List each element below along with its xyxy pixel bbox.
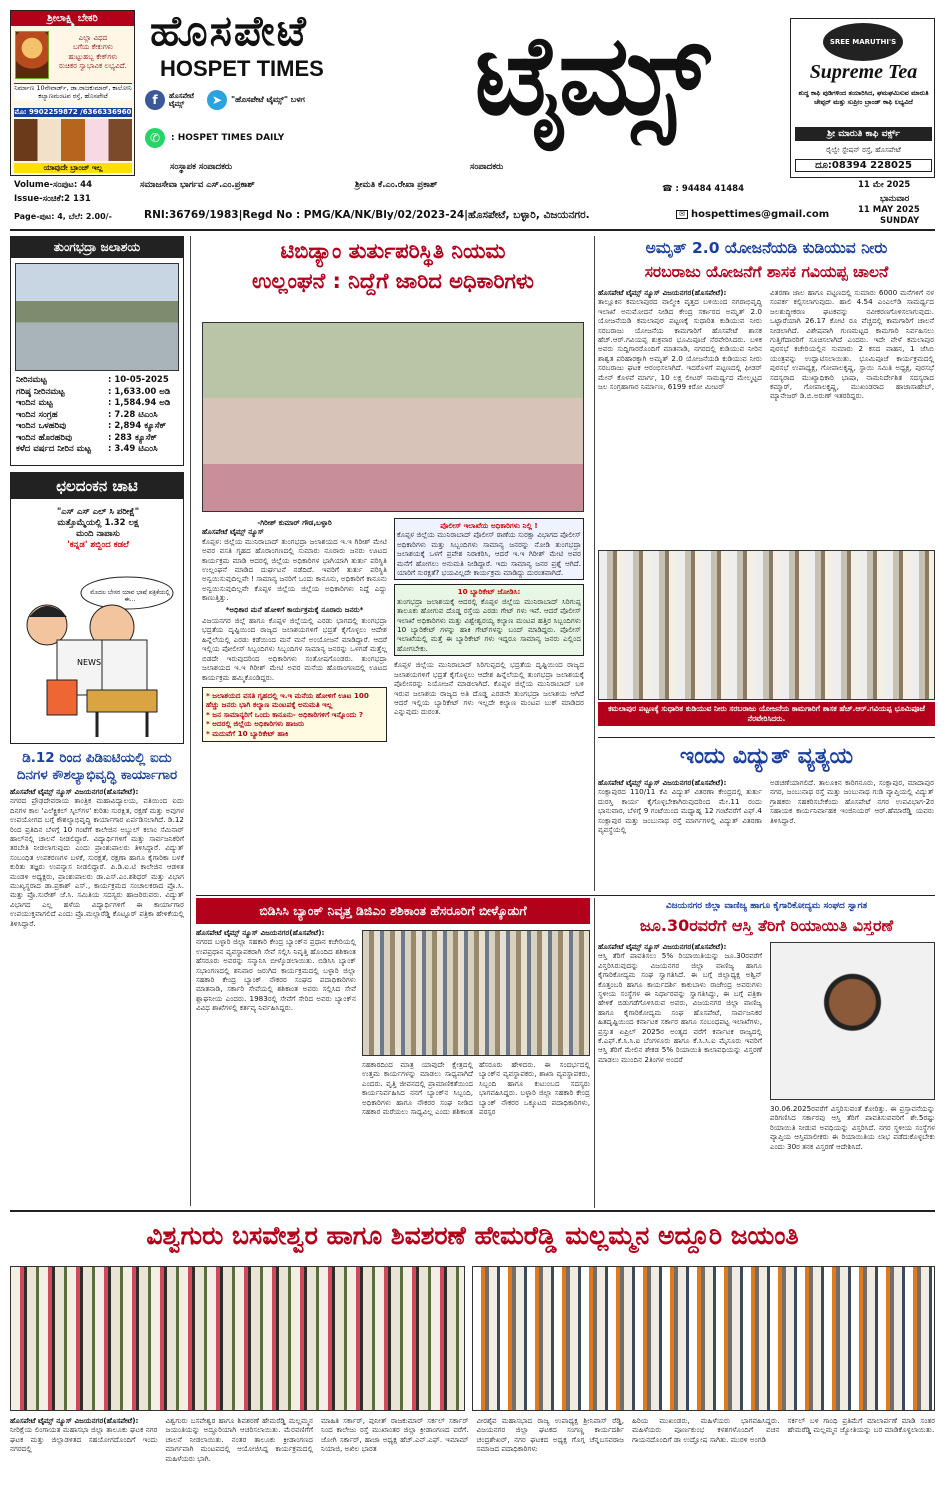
- title-kannada-times: ಟೈಮ್ಸ್: [474, 11, 706, 139]
- story-basava-col-text: ಸರ್ಕಲ್ ಬಳಿ ಗಾಂಧಿ ಪ್ರತಿಮೆಗೆ ಮಾಲಾರ್ಪಣೆ ಮಾಡಿ ಸಂತರ ಹೇಮರೆಡ್ಡಿ ಮಲ್ಲಮ್ಮನ ಜ್ಯೋತಿಯನ್ನು ಬರ ಮಾಡಿಕೊಳ್ಳಲಾಯಿತು.: [787, 1416, 935, 1435]
- tea-address: ರೈಲ್ವೇ ಸ್ಟೇಷನ್ ರಸ್ತೆ, ಹೊಸಪೇಟೆ: [826, 145, 901, 154]
- dam-stat-row: [16, 444, 180, 456]
- story-tax-col1: ಆಸ್ತಿ ತೆರಿಗೆ ಪಾವತಿಸಲು 5% ರಿಯಾಯಿತಿಯನ್ನು ಜೂ.30ರವರೆಗೆ ವಿಸ್ತರಿಸಿರುವುದನ್ನು ವಿಜಯನಗರ ಜಿಲ್ಲಾ ವಾಣಿಜ್ಯ ಹಾಗೂ ಕೈಗಾರಿಕೋದ್ಯಮ ಸಂಘ ಸ್ವಾಗತಿಸಿದೆ. ಈ ಬಗ್ಗೆ ಜಿಲ್ಲಾಧ್ಯಕ್ಷ ಅಶ್ವಿನ್ ಕೊತ್ತಂಬರಿ ಹಾಗೂ ಕಾರ್ಯದರ್ಶಿ ಕಾಕುಬಾಳು ರಾಜೇಂದ್ರ ಅವರುಗಳು ಸ್ಥಳೀಯ ಸಂಸ್ಥೆಗಳ ಈ ನಿರ್ಧಾರವನ್ನು ಸ್ವಾಗತಿಸಿದ್ದು, ಈ ಬಗ್ಗೆ ಪತ್ರಿಕಾ ಹೇಳಿಕೆ ಬಿಡುಗಡೆಗೊಳಿಸಿರುವ ಅವರು, ವಿಜಯನಗರ ಜಿಲ್ಲಾ ವಾಣಿಜ್ಯ ಹಾಗೂ ಕೈಗಾರಿಕೋದ್ಯಮ ಸಂಘ ಹೊಸಪೇಟೆ, ಸಾರ್ವಜನಿಕರ ಹಿತದೃಷ್ಟಿಯಿಂದ ಕರ್ನಾಟಕ ಸರ್ಕಾರ ಹಾಗೂ ಸಂಬಂಧಪಟ್ಟ ಇಲಾಖೆಗಳು, ಪ್ರಸ್ತುತ ಏಪ್ರಿಲ್ 2025ರ ಅಂತ್ಯದ ವರೆಗೆ ಕರ್ನಾಟಕ ರಾಜ್ಯದಲ್ಲಿ ಕೆ.ಎಫ್.ಕೆ.ಸಿ.ಸಿ.ಐ ಬೆಂಗಳೂರು ಹಾಗೂ ಕೆ.ಸಿ.ಸಿ.ಐ ಮೈಸೂರು ಇವರಿಗೆ ಆಸ್ತಿ ತೆರಿಗೆ ಮೇಲಿನ ಶೇಕಡ 5% ರಿಯಾಯಿತಿ ಕಾಲಾವಧಿಯನ್ನು ವಿಸ್ತರಣೆ ಮಾಡಲು ಮುಂದಿನ 2ತಿಂಗಳ ಅಂದರೆ: [598, 951, 762, 1064]
- story-basava-col-text: ವೀರಶೈವ ಮಹಾಸಭಾದ ರಾಜ್ಯ ಉಪಾಧ್ಯಕ್ಷ ಶ್ರೀನಿವಾಸ್ ರೆಡ್ಡಿ, ವಿಜಯನಗರ ಜಿಲ್ಲಾ ಘಟಕದ ಸಂಗಣ್ಣ ಕಾರ್ಯದರ್ಶಿ ಚಂದ್ರಶೇಖರ್, ನಗರ ಘಟಕದ ಅಧ್ಯಕ್ಷ ಗೊಗ್ಗ ಚೆನ್ನಬಸವರಾಜ ಸಮಾಜದ ಪದಾಧಿಕಾರಿಗಳು: [476, 1416, 624, 1454]
- bakery-line3: ಹುಟ್ಟುಹಬ್ಬ ಕೇಕ್‌ಗಳು: [68, 51, 118, 61]
- dam-stat-label: ಇಂದಿನ ಒಳಹರಿವು: [16, 421, 67, 431]
- story-tbdam: [196, 236, 590, 891]
- cartoon-bubble: ಮೊದಲ ಬೇಸರ ಯಾವ ಭಾಷೆ ಪತ್ರಿಕೆಯಲ್ಲಿ ಈ...: [90, 589, 170, 603]
- story-tax-dateline: ಹೊಸಪೇಟೆ ಟೈಮ್ಸ್ ನ್ಯೂಸ್ ವಿಜಯನಗರ(ಹೊಸಪೇಟೆ):: [598, 942, 727, 951]
- story-bdcc-dateline: ಹೊಸಪೇಟೆ ಟೈಮ್ಸ್ ನ್ಯೂಸ್ ವಿಜಯನಗರ(ಹೊಸಪೇಟೆ):: [196, 928, 325, 937]
- bottom-divider: [10, 1210, 935, 1212]
- story-basava-photo-2: [472, 1266, 935, 1411]
- story-tax-headline: ಜೂ.30ರವರೆಗೆ ಆಸ್ತಿ ತೆರಿಗೆ ರಿಯಾಯಿತಿ ವಿಸ್ತರಣೆ: [639, 916, 894, 935]
- story-basava-col-text: ನೀರಿಕ್ಷೆಯ ಲಿಂಗಾಯತ ಮಹಾಸಭಾ ಜಿಲ್ಲಾ ತಾಲೂಕು ಘಟಕ ನಗರ ಘಟಕ ಮತ್ತು ಜಿಲ್ಲಾಡಳಿತದ ಸಹಯೋಗದೊಂದಿಗೆ ಇಂದು ನಗರದಲ್ಲಿ: [10, 1425, 158, 1454]
- day-english: SUNDAY: [880, 216, 920, 226]
- story-amrut: [598, 236, 935, 736]
- story-basava-column: [321, 1416, 469, 1463]
- dam-stat-row: [16, 433, 180, 445]
- story-amrut-col1: ತಾಲ್ಲೂಕಿನ ಕಮಲಾಪುರದ ವಾಲ್ಮೀಕಿ ವೃತ್ತದ ಬಳಿಯಿಂದ ನಗರಾಭಿವೃದ್ಧಿ ಇಲಾಖೆ ಅನುಮೋದನೆ ನೀಡಿದ ಕೇಂದ್ರ ಸರ್ಕಾರದ ಅಮೃತ್ 2.0 ಯೋಜನೆಯಡಿ ಕಮಲಾಪುರ ಪಟ್ಟಣಕ್ಕೆ ಸುಧಾರಿತ ಕುಡಿಯುವ ನೀರು ಸರಬರಾಜು ಯೋಜನೆಯ ಕಾಮಗಾರಿಗೆ ಹೊಸಪೇಟೆ ಶಾಸಕ ಹೆಚ್.ಆರ್.ಗವಿಯಪ್ಪ ಶುಕ್ರವಾರ ಭೂಮಿಪೂಜೆ ನೆರವೇರಿಸಿದರು. ಬಳಿಕ ಅವರು ಸುದ್ದಿಗಾರರೊಂದಿಗೆ ಮಾತನಾಡಿ, ನಗರದಲ್ಲಿ ಕುಡಿಯುವ ನೀರಿನ ಶಾಶ್ವತ ಪರಿಹಾರಕ್ಕಾಗಿ ಅಮೃತ್ 2.0 ಯೋಜನೆಯಡಿ ಕುಡಿಯುವ ನೀರು ಸರಬರಾಜು ಘಟಕ ಆರಂಭಿಸಲಾಗಿದೆ. ಇದರೊಳಗೆ ಪಟ್ಟಣದಲ್ಲಿ ಫೀಡರ್ ಮೇನ್ ಕೊಳವೆ ಮಾರ್ಗ, 10 ಲಕ್ಷ ಲೀಟರ್ ಸಾಮರ್ಥ್ಯದ ಮೇಲ್ಮಟ್ಟದ ಜಲ ಸಂಗ್ರಹಾಗಾರ ನಿರ್ಮಾಣ, 6199 ಕಿರೋ ಮೀಟರ್: [598, 297, 762, 392]
- dam-stat-label: ಗರಿಷ್ಠ ನೀರಿನಮಟ್ಟ: [16, 386, 65, 397]
- story-tbdam-col1: ಕೊಪ್ಪಳ: ಜಿಲ್ಲೆಯ ಮುನಿರಾಬಾದ್ ತುಂಗಭದ್ರಾ ಜಲಾಶಯದ ಇ.ಇ ಗಿರೀಶ್ ಮೇಟಿ ಅವರ ವಸತಿ ಗೃಹದ ಹೊರಾಂಗಣದಲ್ಲಿ ಸುಮಾರು ನೂರಾರು ಜನರು ಊಟದ ಕಾರ್ಯಕ್ರಮ ಮಾಡಿ ಆದರಲ್ಲಿ ಜಿಲ್ಲೆಯ ಅಧಿಕಾರಿಗಳ ಭಾಗಿಯಾಗಿ ತುರ್ತು ಪರಿಸ್ಥಿತಿ ಉಲ್ಲಂಘನೆ ಮಾಡಿದ ದುರ್ಘಟನೆ ನಡೆದಿದೆ. ಇವರಿಗೆ ತುರ್ತು ಪರಿಸ್ಥಿತಿ ಅನ್ವಯಿಸುವುದಿಲ್ಲವೇ ! ಸಾಮಾನ್ಯ ಜನರಿಗೆ ಒಂದು ಕಾನೂನು, ಅಧಿಕಾರಿಗೆ ಕಾನೂನು ಅನ್ವಯಿಸುವುದಿಲ್ಲವೇ ಕೊಪ್ಪಳ ಜಿಲ್ಲೆಯ ಜಿಲ್ಲೆಯ ಅಧಿಕಾರಿಗಳು ನಿದ್ದೆ ಎದ್ದು ಕಾಣುತ್ತಿತ್ತು.: [202, 536, 387, 603]
- story-amrut-dateline: ಹೊಸಪೇಟೆ ಟೈಮ್ಸ್ ನ್ಯೂಸ್ ವಿಜಯನಗರ(ಹೊಸಪೇಟೆ):: [598, 288, 727, 297]
- story-basava-headline: ವಿಶ್ವಗುರು ಬಸವೇಶ್ವರ ಹಾಗೂ ಶಿವಶರಣೆ ಹೇಮರೆಡ್ಡಿ ಮಲ್ಲಮ್ಮನ ಅದ್ದೂರಿ ಜಯಂತಿ: [146, 1221, 799, 1250]
- email[interactable]: hospettimes@gmail.com: [691, 209, 830, 220]
- amrut-divider: [598, 737, 935, 738]
- bakery-footer: ಯಾವುದೇ ಬ್ರಾಂಚ್ ಇಲ್ಲ: [14, 163, 132, 173]
- dam-title: ತುಂಗಭದ್ರಾ ಜಲಾಶಯ: [11, 237, 183, 258]
- story-bdcc: [196, 898, 590, 1208]
- cartoon-caption-4: 'ಕನ್ನಡ' ಶಬ್ದಿಂದ ಕಡಲೆ: [67, 540, 129, 550]
- dam-stat-row: [16, 398, 180, 410]
- dam-stat-value: : 2,894 ಕ್ಯೂಸೆಕ್: [108, 421, 167, 431]
- bakery-line4: ರುಚಿಕರ ಸ್ವಾಭಾವಿಕ ಲಭ್ಯವಿದೆ.: [59, 61, 127, 71]
- story-basava: [10, 1214, 935, 1499]
- story-basava-photo-1: [10, 1266, 465, 1411]
- bakery-ad-title: ಶ್ರೀಲಾಕ್ಷ್ಮಿ ಬೇಕರಿ: [11, 11, 134, 26]
- bakery-cakes-image: [14, 119, 132, 161]
- cartoon-caption-3: ಮಂದಿ ನಾಪಾಸು: [76, 529, 120, 539]
- founder-name: ಸಮಾಜಸೇವಾ ಭಾರ್ಗವ ಎಸ್.ಎಂ.ಪ್ರಕಾಶ್: [140, 180, 255, 190]
- story-bdcc-col2: ಸಹಕಾರದಿಂದ ಮಾತ್ರ ಯಾವುದೇ ಕ್ಷೇತ್ರದಲ್ಲಿ ಉತ್ತಮ ಕಾರ್ಯಗಳನ್ನು ಮಾಡಲು ಸಾಧ್ಯವಾಗಿದೆ ಎಂದರು. ವೃತ್ತಿ ಜೀವನದಲ್ಲಿ ಪ್ರಾಮಾಣಿಕತೆಯಿಂದ ಕಾರ್ಯನಿರ್ವಹಿಸಿದ ನನಗೆ ಬ್ಯಾಂಕ್‌ನ ಸಿಬ್ಬಂದಿ, ಅಧಿಕಾರಿಗಳು ಹಾಗೂ ನೌಕರರ ಸಂಘ ನೀಡಿದ ಸಹಕಾರ ಮರೆಯಲು ಸಾಧ್ಯವಿಲ್ಲ ಎಂದು ಶಶಿಕಾಂತ ಹೆಸರೂರು ಹೇಳಿದರು. ಈ ಸಂದರ್ಭದಲ್ಲಿ ಬ್ಯಾಂಕ್‌ನ ವ್ಯವಸ್ಥಾಪಕರು, ಶಾಖಾ ವ್ಯವಸ್ಥಾಪಕರು, ಸಿಬ್ಬಂದಿ ಹಾಗೂ ಕುಟುಂಬದ ಸದಸ್ಯರು ಭಾಗವಹಿಸಿದ್ದರು. ಬಳ್ಳಾರಿ ಜಿಲ್ಲಾ ಸಹಕಾರಿ ಕೇಂದ್ರ ಬ್ಯಾಂಕ್ ನೌಕರರ ಒಕ್ಕೂಟದ ಪದಾಧಿಕಾರಿಗಳು, ಪರಸ್ಪರ: [362, 1060, 590, 1117]
- story-tbdam-headline-1: ಟಿಬಿಡ್ಯಾಂ ತುರ್ತುಪರಿಸ್ಥಿತಿ ನಿಯಮ: [280, 239, 506, 263]
- telegram-icon[interactable]: ➤: [207, 90, 227, 110]
- story-basava-text: [10, 1416, 935, 1463]
- cartoon-box: [10, 472, 184, 744]
- masthead: [0, 0, 945, 230]
- story-amrut-photo: [598, 550, 935, 700]
- story-pdit-dateline: ಹೊಸಪೇಟೆ ಟೈಮ್ಸ್ ನ್ಯೂಸ್ ವಿಜಯನಗರ(ಹೊಸಪೇಟೆ):: [10, 787, 139, 796]
- story-amrut-caption: ಕಮಲಾಪುರ ಪಟ್ಟಣಕ್ಕೆ ಸುಧಾರಿತ ಕುಡಿಯುವ ನೀರು ಸರಬರಾಜು ಯೋಜನೆಯ ಕಾಮಗಾರಿಗೆ ಶಾಸಕ ಹೆಚ್.ಆರ್.ಗವಿಯಪ್ಪ ಭೂಮಿಪೂಜೆ ನೆರವೇರಿಸಿದರು.: [598, 702, 935, 726]
- story-tbdam-bullet: * ಮದುವೆಗೆ 10 ಬ್ಯಾರಿಕೇಟ್ ಹಾಕಿ: [206, 728, 289, 738]
- dam-stat-row: [16, 375, 180, 387]
- regd-line: RNI:36769/1983|Regd No : PMG/KA/NK/Bly/02/2023-24|ಹೊಸಪೇಟೆ, ಬಳ್ಳಾರಿ, ವಿಜಯನಗರ.: [144, 209, 590, 221]
- col-divider-left: [190, 236, 191, 1206]
- story-bdcc-headline: ಬಿಡಿಸಿಸಿ ಬ್ಯಾಂಕ್ ನಿವೃತ್ತ ಡಿಜಿಎಂ ಶಶಿಕಾಂತ ಹೆಸರೂರಿಗೆ ಬೀಳ್ಕೊಡುಗೆ: [196, 898, 590, 924]
- story-tbdam-box-police-title: ಪೊಲೀಸ್ ಇಲಾಖೆಯ ಅಧಿಕಾರಿಗಳು ನಿಲ್ಲಿ !: [440, 521, 538, 530]
- cartoon-caption-2: ಮತ್ತೊಮ್ಮೆಯಲ್ಲಿ 1.32 ಲಕ್ಷ: [57, 518, 139, 528]
- story-tbdam-col1b: ವಿಜಯನಗರ ಜಿಲ್ಲೆ ಹಾಗೂ ಕೊಪ್ಪಳ ಜಿಲ್ಲೆಯಲ್ಲಿ ಎರಡು ಭಾಗದಲ್ಲಿ ತುಂಗಭದ್ರಾ ಭದ್ರತೆಯ ದೃಷ್ಟಿಯಿಂದ ರಾಜ್ಯದ ಜಲಾಶಯಗಳಿಗೆ ಭದ್ರತೆ ಕೈಗೊಳ್ಳಲು ಆದೇಶ ಹಿನ್ನೆಲೆಯಲ್ಲಿ ಎರಡು ಕಡೆಯಿಂದ ಮನೆ ಮನೆ ಅಂಯೋಜನೆ ಮಾಡಿದ್ದಾರೆ. ಆದರೆ ಇಲ್ಲಿಯ ಪೋಲೀಸ್ ಸಿಬ್ಬಂದಿಗಳು ಸಿಬ್ಬಂದಿಗಳ ಸಾಮಾನ್ಯ ಜನರನ್ನು ಒಳಗಡೆ ಮತ್ತೆಲ್ಲ ಬಿಡದೇ ಇರುವುದರಿಂದ ಅಧಿಕಾರಿಗಳು ಸಂತೋಷಗೊಂಡರು. ತುಂಗಭದ್ರಾ ಜಲಾಶಯದ ಇ.ಇ ಗಿರೀಶ್ ಮೇಟಿ ಅವರ ಮನೆಯ ಹೊರಾಂಗಣದಲ್ಲಿ ಊಟದ ಕಾರ್ಯಕ್ರಮ ಹಮ್ಮಿಕೊಂಡಿದ್ದರು.: [202, 616, 387, 682]
- story-pdit-headline: ಡಿ.12 ರಿಂದ ಪಿಡಿಐಟಿಯಲ್ಲಿ ಐದು ದಿನಗಳ ಕೌಶಲ್ಯಾಭಿವೃದ್ಧಿ ಕಾರ್ಯಾಗಾರ: [16, 750, 178, 783]
- story-pdit: [10, 750, 184, 1210]
- dam-stat-row: [16, 421, 180, 433]
- story-tbdam-headline-2: ಉಲ್ಲಂಘನೆ : ನಿದ್ದೆಗೆ ಜಾರಿದ ಅಧಿಕಾರಿಗಳು: [252, 269, 534, 293]
- bakery-address: ನಿರ್ಮಾಣ 10ನೇವಾರ್ಡ್, ಡಾ.ರಾಜಕುಮಾರ್, ಕಾಲೋನಿ ಕಲ್ಯಾಣಮಂಟಪ ರಸ್ತೆ, ಹೊಸಪೇಟೆ: [14, 84, 132, 100]
- power-divider: [196, 895, 935, 896]
- editor-role: ಸಂಪಾದಕರು: [470, 162, 504, 172]
- date-kannada: 11 ಮೇ 2025: [858, 180, 911, 190]
- story-pdit-text: ನಗರದ ಪ್ರೌಢದೇವರಾಯ ತಾಂತ್ರಿಕ ಮಹಾವಿದ್ಯಾಲಯ, ವತಿಯಿಂದ ಐದು ದಿನಗಳ ಕಾಲ 'ಎಲೆಕ್ಟ್ರಿಕಲ್ ಸ್ಕಿಲ್‌ಗಳ' ಕುರಿತು ಸುರಕ್ಷಿತ, ರಕ್ಷಣೆ ಮತ್ತು ಅವುಗಳ ಉಪಯೋಗದ ಬಗ್ಗೆ ಕೌಶಲ್ಯಾಭಿವೃದ್ಧಿ ಕಾರ್ಯಾಗಾರ ಏರ್ಪಡಿಸಲಾಗಿದೆ. ಡಿ.12 ರಿಂದ ಪ್ರತಿದಿನ ಬೆಳಗ್ಗೆ 10 ಗಂಟೆಗೆ ಕಾಲೇಜಿನ ಅಬ್ದುಲ್ ಕಲಾಂ ಸೆಮಿನಾರ್ ಹಾಲ್‌ನಲ್ಲಿ ಚಾಲನೆ ನೀಡಲಿದ್ದಾರೆ. ವಿದ್ಯಾರ್ಥಿಗಳಿಗೆ ಮತ್ತು ಸಾರ್ವಜನಿಕರಿಗೆ ತರಬೇತಿ ನೀಡಲಾಗುವುದು ಎಂದು ಪ್ರಾಂಶುಪಾಲರು ತಿಳಿಸಿದ್ದಾರೆ. ವಿದ್ಯುತ್ ಸಂಬಂಧಿತ ಉಪಕರಣಗಳ ಬಳಕೆ, ಸುರಕ್ಷತೆ, ರಕ್ಷಣಾ ಹಾಗೂ ಕೈಗಾರಿಕಾ ಬಳಕೆ ಕುರಿತು ತಜ್ಞರು ಉಪನ್ಯಾಸ ನೀಡಲಿದ್ದಾರೆ. ಪಿ.ಡಿ.ಐ.ಟಿ ಕಾಲೇಜಿನ ಆಡಳಿತ ಮಂಡಳಿ ಅಧ್ಯಕ್ಷರು, ಪ್ರಾಂಶುಪಾಲರು ಡಾ.ಎಸ್.ಎಂ.ಶಶಿಧರ್ ಮತ್ತು ವಿಭಾಗ ಮುಖ್ಯಸ್ಥರಾದ ಡಾ.ಪ್ರಕಾಶ್ ಎಸ್., ಕಾರ್ಯಕ್ರಮದ ಸಂಚಾಲಕರಾದ ಪ್ರೊ.ಸಿ. ಮತ್ತು ಪ್ರೊ.ಸುರೇಶ್ ಜೆ.ಸಿ. ಸಮಿತಿಯ ಸದಸ್ಯರು ಹಾಜರಿರುವರು. ವಿದ್ಯುತ್ ವಿಭಾಗದ ಎಲ್ಲ ಹಳೆಯ ವಿದ್ಯಾರ್ಥಿಗಳಿಗೆ ಈ ಕಾರ್ಯಾಗಾರ ಉಪಯುಕ್ತವಾಗಲಿದೆ ಎಂದು ಪ್ರೊ.ಮಲ್ಲಾರೆಡ್ಡಿ ಕೊಟ್ಟೂರ್ ಪತ್ರಿಕಾ ಹೇಳಿಕೆಯಲ್ಲಿ ತಿಳಿಸಿದ್ದಾರೆ.: [10, 796, 184, 928]
- story-basava-col-text: ಹಿರಿಯ ಮುಖಂಡರು, ಮಹಿಳೆಯರು ಭಾಗವಹಿಸಿದ್ದರು. ಮಹಿಳೆಯರು ಪೂರ್ಣಕುಂಭ ಕಳಶಗಳೊಂದಿಗೆ ವಚನ ಗಾಯನದೊಂದಿಗೆ ಡಾ ಉದ್ಘೋಷ ಸಾಗಿತು. ಮುರಳಿ ಅಂಗಡಿ: [632, 1416, 780, 1444]
- dam-stat-row: [16, 387, 180, 399]
- story-tbdam-box-barricade-text: ತುಂಗಭದ್ರಾ ಜಲಾಶಯಕ್ಕೆ ಆದರಲ್ಲಿ ಕೊಪ್ಪಳ ಜಿಲ್ಲೆಯ ಮುನಿರಾಬಾದ್ ಸಿರಿಗುಪ್ಪ ತಾಲೂಕು ಹೋಗುವ ದೊಡ್ಡ ರಸ್ತೆಯ ಎರಡು ಗೇಟ್ ಗಳು ಇವೆ. ಆದರೆ ಪೊಲೀಸ್ ಇಲಾಖೆ ಅಧಿಕಾರಿಗಳು ಮತ್ತು ವಿಶ್ವೇಶ್ವರಯ್ಯ ಕಲ್ಯಾಣ ಮಂಟಪ ಹತ್ತಿರ ಸಿಬ್ಬಂದಿಗಳು 10 ಬ್ಯಾರಿಕೇಟ್ ಗಳನ್ನು ಹಾಕಿ ಗೇಟ್‌ಗಳನ್ನು ಬಂದ್ ಮಾಡಿದ್ದರು. ಪೊಲೀಸ್ ಇಲಾಖೆಯಲ್ಲಿ ಮತ್ತೆ ಈ ಬ್ಯಾರಿಕೇಟ್ ಗಳು ಇದ್ದರೂ ಸಾಮಾನ್ಯ ಜನರು ಎಲ್ಲಿಂದ ಹೋಗಬೇಕು.: [397, 596, 581, 653]
- cartoon-paper-text: NEWS: [77, 658, 102, 667]
- tea-brand: SREE MARUTHI'S: [829, 38, 897, 46]
- dam-stat-value: : 7.28 ಟಿಎಂಸಿ: [108, 409, 158, 420]
- story-basava-column: [632, 1416, 780, 1463]
- bakery-phone: ಮೊ: 9902259872 /6366336960: [14, 108, 132, 116]
- story-tax-col2: 30.06.2025ರವರೆಗೆ ವಿಸ್ತರಿಸುವಂತೆ ಕೋರಿತ್ತು. ಈ ಪ್ರಸ್ತಾವನೆಯನ್ನು ಪರಿಗಣಿಸಿದ ಸರ್ಕಾರವು ಆಸ್ತಿ ತೆರಿಗೆ ಪಾವತಿಸುವವರಿಗೆ ಶೇ.5ರಷ್ಟು ರಿಯಾಯಿತಿ ನೀಡುವ ಅವಧಿಯನ್ನು ವಿಸ್ತರಿಸಿದೆ. ನಗರ ಸ್ಥಳೀಯ ಸಂಸ್ಥೆಗಳ ವ್ಯಾಪ್ತಿಯ ಆಸ್ತಿಮಾಲೀಕರು ಈ ರಿಯಾಯಿತಿಯ ಲಾಭ ಪಡೆದುಕೊಳ್ಳಬೇಕು ಎಂದು 30ರ ತನಕ ವಿಸ್ತರಣೆ ಆದೇಶಿಸಿದೆ.: [770, 1104, 935, 1151]
- cartoon-caption-1: "ಎಸ್ ಎಸ್ ಎಲ್ ಸಿ ಪರೀಕ್ಷೆ": [56, 507, 140, 517]
- mail-icon: ✉: [676, 210, 688, 219]
- story-power-col2: ಅಡಚಣೆಯಾಗಲಿದೆ. ತಾಲೂಕಿನ ಕಾರಿಗನೂರು, ಸಂಕ್ಲಾಪುರ, ಮಾದಾಪುರ ನಗರ, ಜಂಬುನಾಥ ರಸ್ತೆ ಮತ್ತು ಜಂಬುನಾಥ ಗುಡಿ ವ್ಯಾಪ್ತಿಯಲ್ಲಿ ವಿದ್ಯುತ್ ಗ್ರಾಹಕರು ಸಹಕರಿಸಬೇಕೆಂದು ಹೊಸಪೇಟೆ ನಗರ ಉಪವಿಭಾಗ-2ರ ಸಹಾಯಕ ಕಾರ್ಯನಿರ್ವಾಹಕ ಇಂಜಿನಿಯರ್ ಆರ್.ಹೆಮಾರೆಡ್ಡಿ ಯವರು ತಿಳಿಸಿದ್ದಾರೆ.: [770, 778, 934, 825]
- story-basava-dateline: ಹೊಸಪೇಟೆ ಟೈಮ್ಸ್ ನ್ಯೂಸ್ ವಿಜಯನಗರ(ಹೊಸಪೇಟೆ):: [10, 1416, 139, 1425]
- col-divider-center: [594, 236, 595, 891]
- dam-stat-label: ಕಳೆದ ವರ್ಷದ ನೀರಿನ ಮಟ್ಟ: [16, 444, 91, 454]
- dam-stat-value: : 1,584.94 ಅಡಿ: [108, 398, 171, 408]
- story-tbdam-byline: -ಗಿರೀಶ್ ಕುಮಾರ್ ಗೌಡ,ಬಳ್ಳಾರಿ: [257, 518, 332, 527]
- col-divider-bottom: [594, 898, 595, 1208]
- story-tax-portrait: [770, 942, 935, 1100]
- tea-desc: ಶುದ್ಧ ಕಾಫಿ ಪುಡಿಗಳಿಂದ ತಯಾರಿಸಿದ, ಘಮಘಮಿಸುವ ಮಾರುತಿ ಚೇಪ್ಪರ್ ಮತ್ತು ಸುಪ್ರೀಂ ಬ್ರಾಂಡ್ ಕಾಫಿ ಲಭ್ಯವಿದೆ: [798, 89, 929, 106]
- story-bdcc-col1: ನಗರದ ಬಳ್ಳಾರಿ ಜಿಲ್ಲಾ ಸಹಕಾರಿ ಕೇಂದ್ರ ಬ್ಯಾಂಕ್‌ನ ಪ್ರಧಾನ ಕಚೇರಿಯಲ್ಲಿ ಉಪಪ್ರಧಾನ ವ್ಯವಸ್ಥಾಪಕರಾಗಿ ಸೇವೆ ಸಲ್ಲಿಸಿ ನಿವೃತ್ತಿ ಹೊಂದಿದ ಶಶಿಕಾಂತ ಹೆಸರೂರು ಅವರನ್ನು ಸನ್ಮಾನಿಸಿ ಬೀಳ್ಕೊಡಲಾಯಿತು. ಬಿಡಿಸಿಸಿ ಬ್ಯಾಂಕ್ ಸಭಾಂಗಣದಲ್ಲಿ ಶನಿವಾರ ಜರುಗಿದ ಕಾರ್ಯಕ್ರಮದಲ್ಲಿ ಬಳ್ಳಾರಿ ಜಿಲ್ಲಾ ಸಹಕಾರಿ ಕೇಂದ್ರ ಬ್ಯಾಂಕ್ ನೌಕರರ ಸಂಘದ ಪದಾಧಿಕಾರಿಗಳು ಮಾತನಾಡಿ, ಸರ್ಕಾರಿ ಸೇವೆಯಲ್ಲಿ ಶಶಿಕಾಂತ ಅವರು ಸಲ್ಲಿಸಿದ ಸೇವೆ ಶ್ಲಾಘನೀಯ ಎಂದರು. 1983ರಲ್ಲಿ ಸೇವೆಗೆ ಸೇರಿದ ಅವರು ಬ್ಯಾಂಕ್‌ನ ವಿವಿಧ ಶಾಖೆಗಳಲ್ಲಿ ಕರ್ತವ್ಯ ನಿರ್ವಹಿಸಿದ್ದರು.: [196, 937, 356, 1013]
- facebook-label[interactable]: ಹೊಸಪೇಟೆ ಟೈಮ್ಸ್: [169, 92, 194, 108]
- telegram-label[interactable]: "ಹೊಸಪೇಟೆ ಟೈಮ್ಸ್" ಬಳಗ: [231, 95, 305, 104]
- story-amrut-col2: ವಿತರಣಾ ಜಾಲ ಹಾಗೂ ಪಟ್ಟಣದಲ್ಲಿ ಸುಮಾರು 6000 ಮನೆಗಳಿಗೆ ನಳ ಸಂಪರ್ಕ ಕಲ್ಪಿಸಲಾಗುವುದು. ಹಾಲಿ 4.54 ಎಂಎಲ್‌ಡಿ ಸಾಮರ್ಥ್ಯದ ಜಲಶುದ್ಧೀಕರಣ ಘಟಕವನ್ನು ನವೀಕರಣಗೊಳಿಸಲಾಗುವುದು. ಒಟ್ಟಾರೆಯಾಗಿ 26.17 ಕೋಟಿ ರೂ ವೆಚ್ಚದಲ್ಲಿ ಕಾಮಗಾರಿಗೆ ಚಾಲನೆ ನೀಡಲಾಗಿದೆ. ವಿಶೇಷವಾಗಿ ಗುಣಮಟ್ಟದ ಕಾಮಗಾರಿ ನಿರ್ವಹಿಸಲು ಗುತ್ತಿಗೆದಾರರಿಗೆ ಸೂಚಿಸಲಾಗಿದೆ ಎಂದರು. ಇದೇ ವೇಳೆ ಕಮಲಾಪುರ ಪುರಸಭೆ ಕಚೇರಿಯಲ್ಲಿನ ಸುಮಾರು 2 ಕಸದ ವಾಹನ, 1 ಜೆಸಿಬಿ ಯಂತ್ರವನ್ನು ಉದ್ಘಾಟಿಸಲಾಯಿತು. ಭೂಮಿಪೂಜೆ ಕಾರ್ಯಕ್ರಮದಲ್ಲಿ ಪುರಸಭೆ ಉಪಾಧ್ಯಕ್ಷ, ಗೋಪಾಲಕೃಷ್ಣ, ಸ್ಥಾಯಿ ಸಮಿತಿ ಅಧ್ಯಕ್ಷ, ಪುರಸಭೆ ಸದಸ್ಯರಾದ ಮುಖ್ಯಾಧಿಕಾರಿ ಭಾಷಾ, ನಾಮನಿರ್ದೇಶಿತ ಸದಸ್ಯರಾದ ಕಮ್ಮಾರ್, ಗೋಪಾಲಕೃಷ್ಣ, ಮುಖಂಡರಾದ ಹಾಜಾಸಾಹೇಬ್, ಮ್ಯಾನೇಜರ್ ಡಿ.ಬಿ.ಅರುಣ್ ಇತರರಿದ್ದರು.: [770, 288, 934, 401]
- story-basava-column: [10, 1416, 158, 1463]
- date-english: 11 MAY 2025: [858, 205, 920, 215]
- story-tax-kicker: ವಿಜಯನಗರ ಜಿಲ್ಲಾ ವಾಣಿಜ್ಯ ಹಾಗೂ ಕೈಗಾರಿಕೋದ್ಯಮ ಸಂಘದ ಸ್ವಾಗತ: [665, 901, 868, 911]
- story-amrut-headline-2: ಸರಬರಾಜು ಯೋಜನೆಗೆ ಶಾಸಕ ಗವಿಯಪ್ಪ ಚಾಲನೆ: [644, 263, 889, 281]
- cartoon-title: ಛಲದಂಕನ ಚಾಟಿ: [11, 473, 183, 499]
- story-power-headline: ಇಂದು ವಿದ್ಯುತ್ ವ್ಯತ್ಯಯ: [679, 744, 854, 769]
- masthead-divider: [10, 229, 935, 231]
- story-tbdam-bullet: * ಆದರಲ್ಲಿ ಜಿಲ್ಲೆಯ ಅಧಿಕಾರಿಗಳು ಹಾಜರು: [206, 719, 305, 729]
- dam-photo: [15, 263, 179, 371]
- dam-stat-value: : 283 ಕ್ಯೂಸೆಕ್: [108, 432, 157, 443]
- bakery-line2: ಬಗೆಯ ಕೇಕುಗಳು: [73, 42, 113, 52]
- pages-price: Page-ಪುಟ: 4, ಬೆಲೆ: 2.00/-: [14, 212, 112, 221]
- dam-stat-label: ಇಂದಿನ ಸಂಗ್ರಹ: [16, 409, 58, 420]
- tea-ad: [790, 18, 935, 178]
- story-tbdam-bullets: [202, 687, 387, 742]
- story-amrut-headline-1: ಅಮೃತ್ 2.0 ಯೋಜನೆಯಡಿ ಕುಡಿಯುವ ನೀರು: [645, 239, 888, 257]
- story-basava-column: [477, 1416, 625, 1463]
- whatsapp-row: [145, 126, 405, 150]
- tea-logo: [823, 23, 903, 61]
- story-tbdam-box-barricade: [394, 584, 584, 656]
- story-tax: [598, 898, 935, 1208]
- bakery-deity-image: [15, 31, 49, 79]
- dam-stats: [16, 375, 180, 456]
- title-kannada-hospete: ಹೊಸಪೇಟೆ: [150, 6, 308, 55]
- tea-product: Supreme Tea: [809, 61, 918, 83]
- founder-role: ಸಂಸ್ಥಾಪಕ ಸಂಪಾದಕರು: [170, 162, 233, 172]
- story-power: [598, 740, 935, 895]
- bakery-ad: [10, 10, 135, 176]
- editor-name: ಶ್ರೀಮತಿ ಕೆ.ಎಂ.ರೇಖಾ ಪ್ರಕಾಶ್: [355, 180, 438, 190]
- dam-stat-row: [16, 410, 180, 422]
- story-power-col1: ಸಂಕ್ಲಾಪುರದ 110/11 ಕೆವಿ ವಿದ್ಯುತ್ ವಿತರಣಾ ಕೇಂದ್ರದಲ್ಲಿ ತುರ್ತು ದುರಸ್ತಿ ಕಾರ್ಯ ಕೈಗೊಳ್ಳಬೇಕಾಗಿರುವುದರಿಂದ ಮೇ.11 ರಂದು ಭಾನುವಾರ, ಬೆಳಗ್ಗೆ 9 ಗಂಟೆಯಿಂದ ಮಧ್ಯಾಹ್ನ 12 ಗಂಟೆವರೆಗೆ ಎಫ್.4 ಸಂಕ್ಲಾಪುರ ಮತ್ತು ಜಂಬುನಾಥ ರಸ್ತೆ ಮಾರ್ಗಗಳಲ್ಲಿ ವಿದ್ಯುತ್ ವಿತರಣಾ ವ್ಯವಸ್ಥೆಯಲ್ಲಿ: [598, 787, 762, 835]
- title-english: HOSPET TIMES: [160, 56, 324, 81]
- story-tbdam-bullet: * ಜನ ಸಾಮಾನ್ಯರಿಗೆ ಒಂದು ಕಾನೂನು- ಅಧಿಕಾರಿಗಳಿಗೆ ಇನ್ನೊಂದು ?: [206, 709, 364, 719]
- facebook-icon[interactable]: f: [145, 90, 165, 110]
- story-basava-column: [166, 1416, 314, 1463]
- dam-stat-value: : 1,633.00 ಅಡಿ: [108, 386, 171, 397]
- issue: Issue-ಸಂಚಿಕೆ:2 131: [14, 194, 91, 204]
- story-tbdam-dateline: ಹೊಸಪೇಟೆ ಟೈಮ್ಸ್ ನ್ಯೂಸ್: [202, 527, 264, 537]
- story-bdcc-photo: [362, 930, 590, 1056]
- tea-phone: ದೂ:08394 228025: [795, 159, 932, 172]
- dam-stat-label: ಇಂದಿನ ಮಟ್ಟ: [16, 398, 53, 408]
- story-tbdam-col3b: ಕೊಪ್ಪಳ ಜಿಲ್ಲೆಯ ಮುನಿರಾಬಾದ್ ಸಿರಿಗುಪ್ಪದಲ್ಲಿ ಭದ್ರತೆಯ ದೃಷ್ಟಿಯಿಂದ ರಾಜ್ಯದ ಜಲಾಶಯಗಳಿಗೆ ಭದ್ರತೆ ಕೈಗೊಳ್ಳಲು ಆದೇಶ ಹಿನ್ನೆಲೆಯಲ್ಲಿ ತುಂಗಭದ್ರಾ ಜಲಾಶಯಕ್ಕೆ ಪೊಲೀಸರನ್ನು ನಿಯೋಜನೆ ಮಾಡಲಾಗಿದೆ. ಕೊಪ್ಪಳ ಜಿಲ್ಲೆಯ ಮುನಿರಾಬಾದ್ ಬಳಿ ಇರುವ ಜಲಾಶಯ ರಾಜ್ಯದ ಅತಿ ದೊಡ್ಡ ಎರಡನೇ ತುಂಗಭದ್ರಾ ಜಲಾಶಯ ಆಗಿದೆ ಆದರೆ ಇಲ್ಲಿಯ ಬ್ಯಾರಿಕೇಟ್ ಗಳು ಇಲ್ಲದೇ ಕಲ್ಯಾಣ ಮಂಟಪ ಬುಕ್ ಮಾಡಿದರ ಎನ್ನುವುದು ದುರಂತ.: [394, 660, 584, 717]
- story-tbdam-box-police: [394, 518, 584, 580]
- story-tbdam-photo: [202, 322, 584, 512]
- story-basava-col-text: ಮಾಹಿತಿ ಸರ್ಕಾರ್, ಪುನೀತ್ ರಾಜಕುಮಾರ್ ಸರ್ಕಲ್ ಸರ್ಕಾರ್ ನಿಂದ ಕಾಲೇಜು ರಸ್ತೆ ಮುಖಾಂತರ ಜಿಲ್ಲಾ ಕ್ರೀಡಾಂಗಣದ ವರೆಗೆ. ಜೋಗಿ ಸರ್ಕಾರ್, ಹಾಜಾ ಅಧ್ಯಕ್ಷ ಹೆಚ್.ಎನ್.ಎಫ್. ಇಮಾಮ್ ನಿಯಾಜಿ, ಅಖಿಲ ಭಾರತ: [321, 1416, 469, 1454]
- email-row: [676, 209, 856, 220]
- story-tbdam-box-police-text: ಕೊಪ್ಪಳ ಜಿಲ್ಲೆಯ ಮುನಿರಾಬಾದ್ ಪೊಲೀಸ್ ಠಾಣೆಯ ಸುರಕ್ಷಾ ವಿಭಾಗದ ಪೊಲೀಸ್ ಅಧಿಕಾರಿಗಳು ಮತ್ತು ಸಿಬ್ಬಂದಿಗಳು ಸಾಮಾನ್ಯ ಜನರನ್ನು ನೋಡಿ ತುಂಗಭದ್ರಾ ಜಲಾಶಯಕ್ಕೆ ಒಳಗೆ ಪ್ರವೇಶ ನಿರಾಕರಿಸಿ, ಆದರೆ ಇ.ಇ ಗಿರೀಶ್ ಮೇಟಿ ಅವರ ಮನೆಗೆ ಹೋಗಲು ಅನುಮತಿ ನೀಡಿದ್ದಾರೆ. ಇದು ಸಾಮಾನ್ಯ ಜನರ ಪ್ರಶ್ನೆ ಆಗಿದೆ. ಯಾರಿಗೆ ಸುರಕ್ಷತೆ? ಭಯವಿಲ್ಲದೇ ಕಾರ್ಯಕ್ರಮ ಮಾಡಿದ್ದು ದುರಂತವಾಗಿದೆ.: [397, 530, 581, 578]
- story-basava-column: [788, 1416, 936, 1463]
- dam-stat-value: : 3.49 ಟಿಎಂಸಿ: [108, 444, 158, 454]
- tea-shop: ಶ್ರೀ ಮಾರುತಿ ಕಾಫಿ ವರ್ಕ್ಸ್: [795, 127, 932, 141]
- dam-box: [10, 236, 184, 466]
- dam-stat-value: : 10-05-2025: [108, 375, 169, 385]
- day-kannada: ಭಾನುವಾರ: [880, 194, 910, 204]
- whatsapp-label[interactable]: : HOSPET TIMES DAILY: [171, 133, 285, 143]
- dam-stat-label: ಇಂದಿನ ಹೊರಹರಿವು: [16, 432, 72, 443]
- story-tbdam-box-barricade-title: 10 ಬ್ಯಾರಿಕೇಟ್ ಜೋಡಿಸಿ:: [457, 587, 521, 597]
- dam-stat-label: ನೀರಿನಮಟ್ಟ: [16, 375, 47, 385]
- social-row: [145, 88, 405, 112]
- bakery-line1: ಎಲ್ಲಾ ವಿಧದ: [78, 33, 108, 42]
- story-power-dateline: ಹೊಸಪೇಟೆ ಟೈಮ್ಸ್ ನ್ಯೂಸ್ ವಿಜಯನಗರ(ಹೊಸಪೇಟೆ):: [598, 778, 727, 787]
- story-tbdam-bullet: * ಜಲಾಶಯದ ವಸತಿ ಗೃಹದಲ್ಲಿ ಇ.ಇ ಮನೆಯ ಹೋಳಿಗೆ ಊಟ 100 ಹೆಚ್ಚು ಜನರು ಭಾಗಿ ಕಲ್ಯಾಣ ಮಂಟಪಕ್ಕೆ ಅನುಮತಿ ಇಲ್ಲ: [206, 690, 369, 710]
- story-tbdam-subhead: *ಅಧಿಕಾರ ಮನೆ ಹೋಳಿಗೆ ಕಾರ್ಯಕ್ರಮಕ್ಕೆ ನೂರಾರು ಜನರು*: [225, 604, 364, 614]
- whatsapp-icon[interactable]: ✆: [145, 128, 165, 148]
- story-basava-col-text: ವಿಶ್ವಗುರು ಬಸವೇಶ್ವರ ಹಾಗೂ ಶಿವಶರಣೆ ಹೇಮರೆಡ್ಡಿ ಮಲ್ಲಮ್ಮನ ಜಯಂತಿಯನ್ನು ಅದ್ದೂರಿಯಾಗಿ ಆಚರಿಸಲಾಯಿತು. ಮೆರವಣಿಗೆಗೆ ಚಾಲನೆ ನೀಡಲಾಯಿತು. ನಂತರ ತಾಲೂಕು ಕ್ರೀಡಾಂಗಣದ ಮಾರ್ಗವಾಗಿ ಮಂಟಪದಲ್ಲಿ ಆಯೋಜಿಸಿದ್ದ ಕಾರ್ಯಕ್ರಮದಲ್ಲಿ ಮಹಿಳೆಯರು ಭಾಗಿ.: [165, 1416, 313, 1463]
- phone-number: ☎ : 94484 41484: [662, 184, 745, 194]
- volume: Volume-ಸಂಪುಟ: 44: [14, 180, 93, 190]
